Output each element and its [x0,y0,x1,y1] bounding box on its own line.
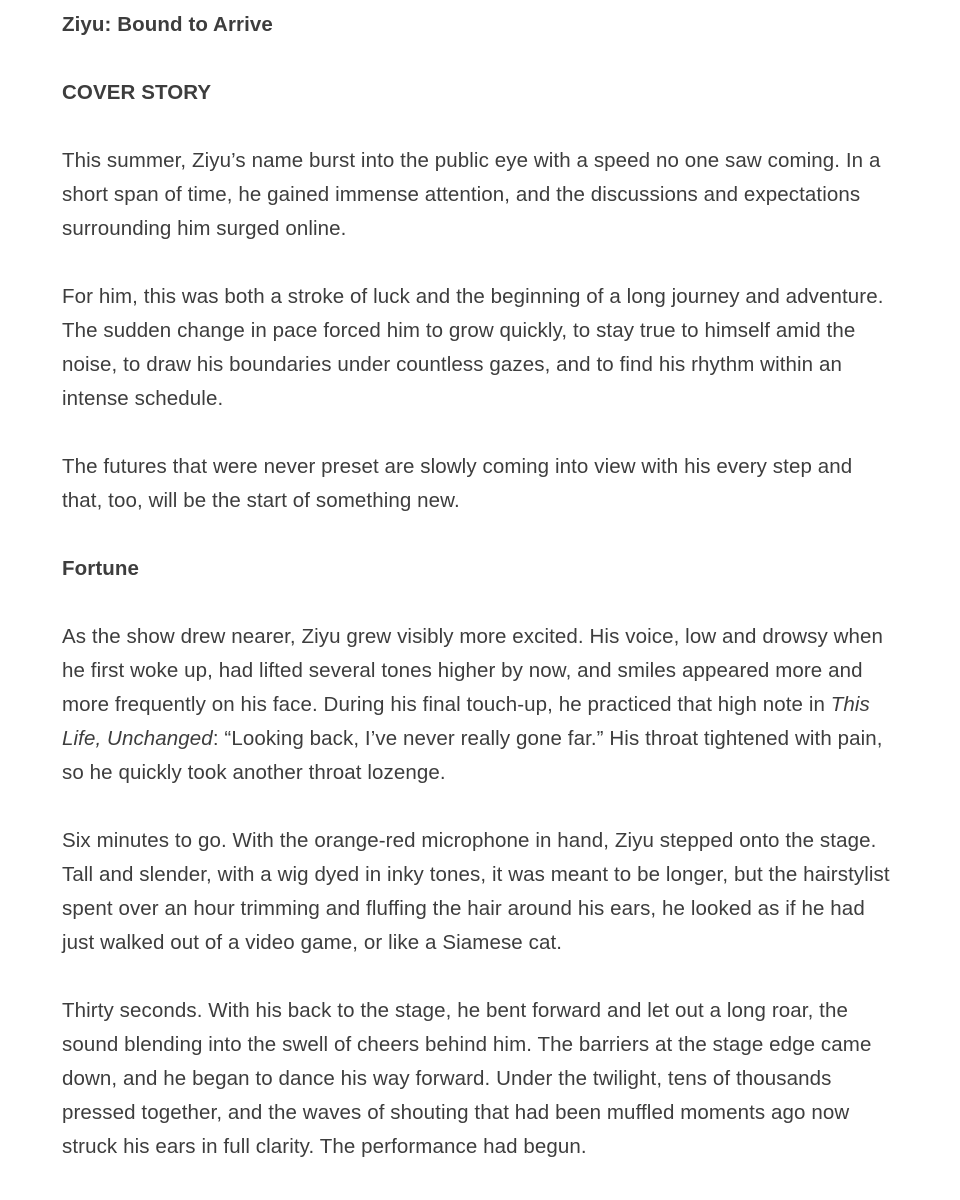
intro-paragraph-3: The futures that were never preset are slowly coming into view with his every step and that, too, will be the start of something new. [62,455,853,512]
fortune-paragraph-1-text-b: : “Looking back, I’ve never really gone far.” His throat tightened with pain, so he quickly took another throat lozenge. [62,727,883,784]
fortune-paragraph-2: Six minutes to go. With the orange-red microphone in hand, Ziyu stepped onto the stage. Tall and slender, with a wig dyed in inky tones, it was meant to be longer, but the hairstylist spent over an hour trimming and fluffing the hair around his ears, he looked as if he had just walked out of a video game, or like a Siamese cat. [62,829,890,954]
fortune-paragraph-1-text-a: As the show drew nearer, Ziyu grew visibly more excited. His voice, low and drowsy when he first woke up, had lifted several tones higher by now, and smiles appeared more and more frequently on his face. During his final touch-up, he practiced that high note in [62,625,884,716]
song-title: This Life, Unchanged [62,693,870,750]
section-label: COVER STORY [62,81,212,104]
section-subheading: Fortune [62,557,139,580]
intro-paragraph-1: This summer, Ziyu’s name burst into the public eye with a speed no one saw coming. In a short span of time, he gained immense attention, and the discussions and expectations surrounding him surged online. [62,149,881,240]
article-title: Ziyu: Bound to Arrive [62,13,273,36]
fortune-paragraph-1 [62,620,898,790]
intro-paragraph-2: For him, this was both a stroke of luck and the beginning of a long journey and adventure. The sudden change in pace forced him to grow quickly, to stay true to himself amid the noise, to draw his boundaries under countless gazes, and to find his rhythm within an intense schedule. [62,285,884,410]
fortune-paragraph-3: Thirty seconds. With his back to the stage, he bent forward and let out a long roar, the sound blending into the swell of cheers behind him. The barriers at the stage edge came down, and he began to dance his way forward. Under the twilight, tens of thousands pressed together, and the waves of shouting that had been muffled moments ago now struck his ears in full clarity. The performance had begun. [62,999,872,1158]
